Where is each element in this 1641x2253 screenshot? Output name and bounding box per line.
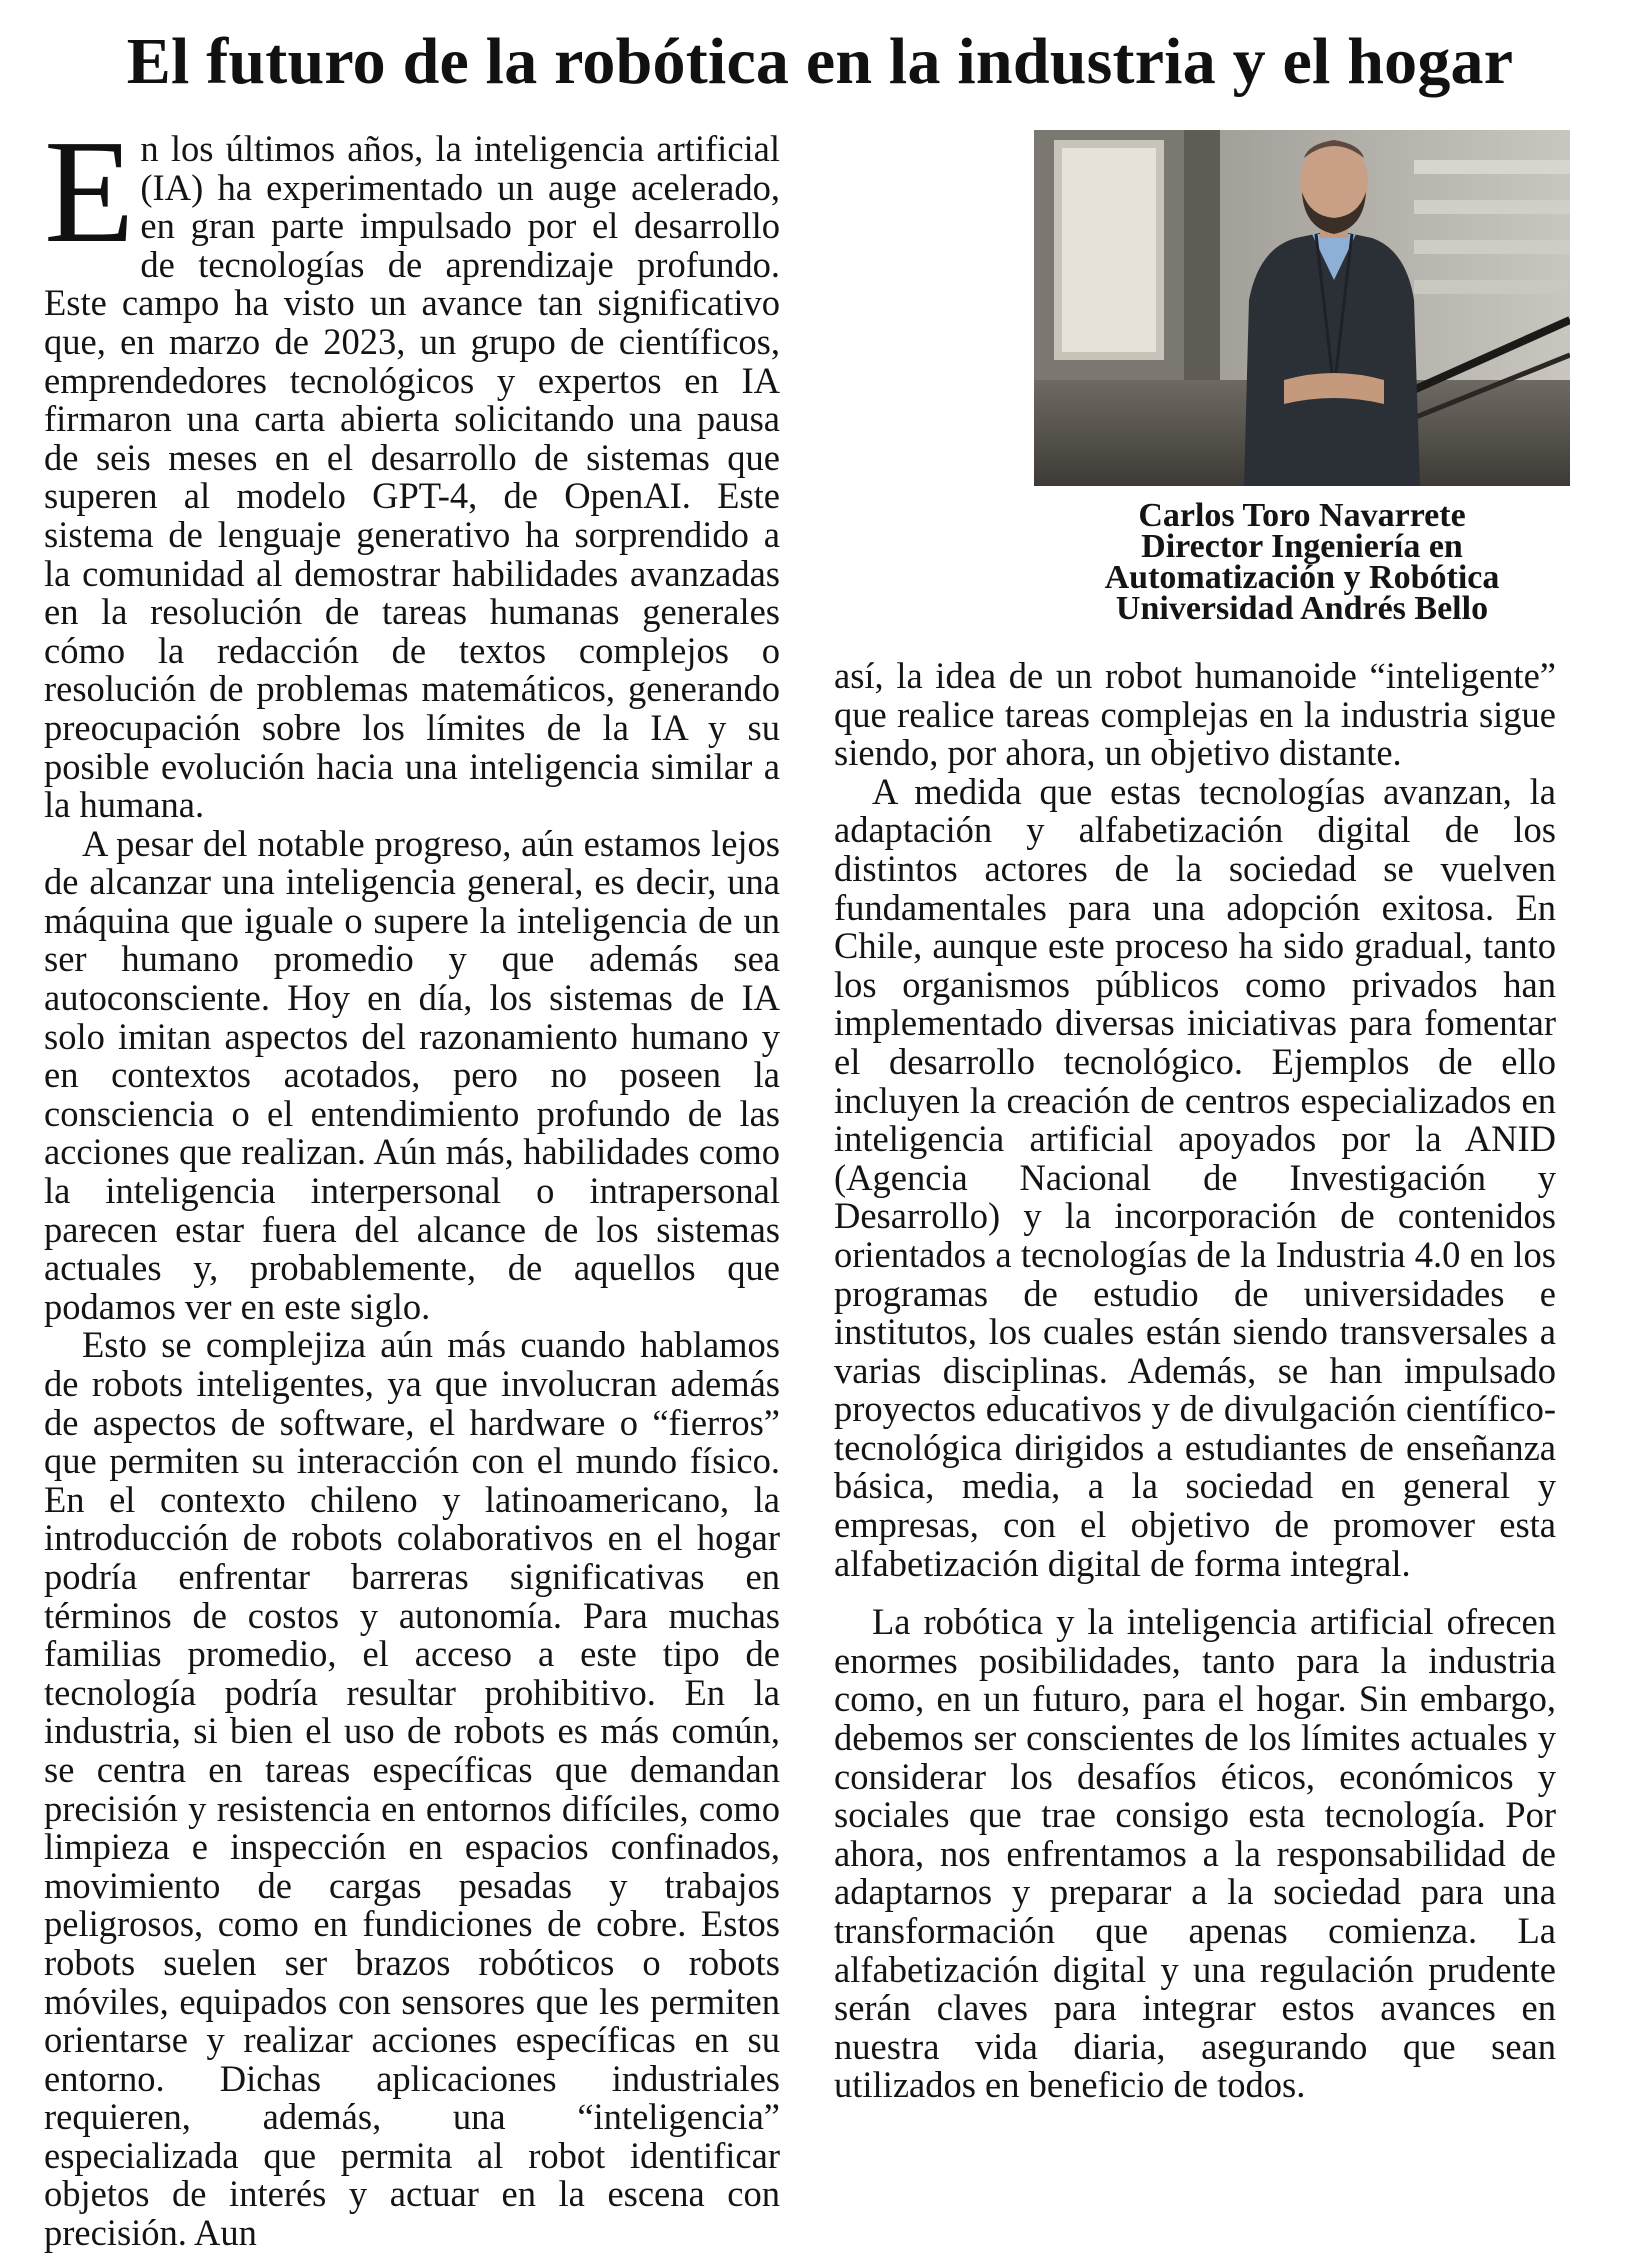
author-photo <box>1034 130 1570 486</box>
caption-name: Carlos Toro Navarrete <box>1138 497 1466 534</box>
left-column <box>44 110 780 2253</box>
first-paragraph-text: n los últimos años, la inteligencia artificial (IA) ha experimentado un auge acelerado, en gran parte impulsado por el desarrollo de tecnologías de aprendizaje profundo. Este campo ha visto un avance tan significativo que, en marzo de 2023, un grupo de científicos, emprendedores tecnológicos y expertos en IA firmaron una carta abierta solicitando una pausa de seis meses en el desarrollo de sistemas que superen al modelo GPT-4, de OpenAI. Este sistema de lenguaje generativo ha sorprendido a la comunidad al demostrar habilidades avanzadas en la resolución de tareas humanas generales cómo la redacción de textos complejos o resolución de problemas matemáticos, generando preocupación sobre los límites de la IA y su posible evolución hacia una inteligencia similar a la humana. <box>44 128 780 826</box>
left-paragraph-3: Esto se complejiza aún más cuando hablamos de robots inteligentes, ya que involucran además de aspectos de software, el hardware o “fierros” que permiten su interacción con el mundo físico. En el contexto chileno y latinoamericano, la introducción de robots colaborativos en el hogar podría enfrentar barreras significativas en términos de costos y autonomía. Para muchas familias promedio, el acceso a este tipo de tecnología podría resultar prohibitivo. En la industria, si bien el uso de robots es más común, se centra en tareas específicas que demandan precisión y resistencia en entornos difíciles, como limpieza e inspección en espacios confinados, movimiento de cargas pesadas y trabajos peligrosos, como en fundiciones de cobre. Estos robots suelen ser brazos robóticos o robots móviles, equipados con sensores que les permiten orientarse y realizar acciones específicas en su entorno. Dichas aplicaciones industriales requieren, además, una “inteligencia” especializada que permita al robot identificar objetos de interés y actuar en la escena con precisión. Aun <box>44 1324 780 2253</box>
caption-institution: Universidad Andrés Bello <box>1115 590 1489 627</box>
drop-cap: E <box>44 110 135 274</box>
photo-caption <box>1034 497 1570 627</box>
caption-role-line-2: Automatización y Robótica <box>1104 559 1500 596</box>
right-continuation: así, la idea de un robot humanoide “inteligente” que realice tareas complejas en la industria sigue siendo, por ahora, un objetivo distante. <box>834 655 1556 774</box>
right-paragraph-3: La robótica y la inteligencia artificial ofrecen enormes posibilidades, tanto para la industria como, en un futuro, para el hogar. Sin embargo, debemos ser conscientes de los límites actuales y considerar los desafíos éticos, económicos y sociales que trae consigo esta tecnología. Por ahora, nos enfrentamos a la responsabilidad de adaptarnos y preparar a la sociedad para una transformación que apenas comienza. La alfabetización digital y una regulación prudente serán claves para integrar estos avances en nuestra vida diaria, asegurando que sean utilizados en beneficio de todos. <box>834 1601 1556 2106</box>
caption-role-line-1: Director Ingeniería en <box>1141 528 1463 565</box>
first-paragraph <box>44 110 780 826</box>
right-column <box>834 657 1556 2105</box>
left-paragraph-2: A pesar del notable progreso, aún estamos lejos de alcanzar una inteligencia general, es decir, una máquina que iguale o supere la inteligencia de un ser humano promedio y que además sea autoconsciente. Hoy en día, los sistemas de IA solo imitan aspectos del razonamiento humano y en contextos acotados, pero no poseen la consciencia o el entendimiento profundo de las acciones que realizan. Aún más, habilidades como la inteligencia interpersonal o intrapersonal parecen estar fuera del alcance de los sistemas actuales y, probablemente, de aquellos que podamos ver en este siglo. <box>44 822 780 1327</box>
article-headline: El futuro de la robótica en la industria y el hogar <box>126 25 1514 98</box>
right-paragraph-2: A medida que estas tecnologías avanzan, la adaptación y alfabetización digital de los distintos actores de la sociedad se vuelven fundamentales para una adopción exitosa. En Chile, aunque este proceso ha sido gradual, tanto los organismos públicos como privados han implementado diversas iniciativas para fomentar el desarrollo tecnológico. Ejemplos de ello incluyen la creación de centros especializados en inteligencia artificial apoyados por la ANID (Agencia Nacional de Investigación y Desarrollo) y la incorporación de contenidos orientados a tecnologías de la Industria 4.0 en los programas de estudio de universidades e institutos, los cuales están siendo transversales a varias disciplinas. Además, se han impulsado proyectos educativos y de divulgación científico-tecnológica dirigidos a estudiantes de enseñanza básica, media, a la sociedad en general y empresas, con el objetivo de promover esta alfabetización digital de forma integral. <box>834 770 1556 1584</box>
